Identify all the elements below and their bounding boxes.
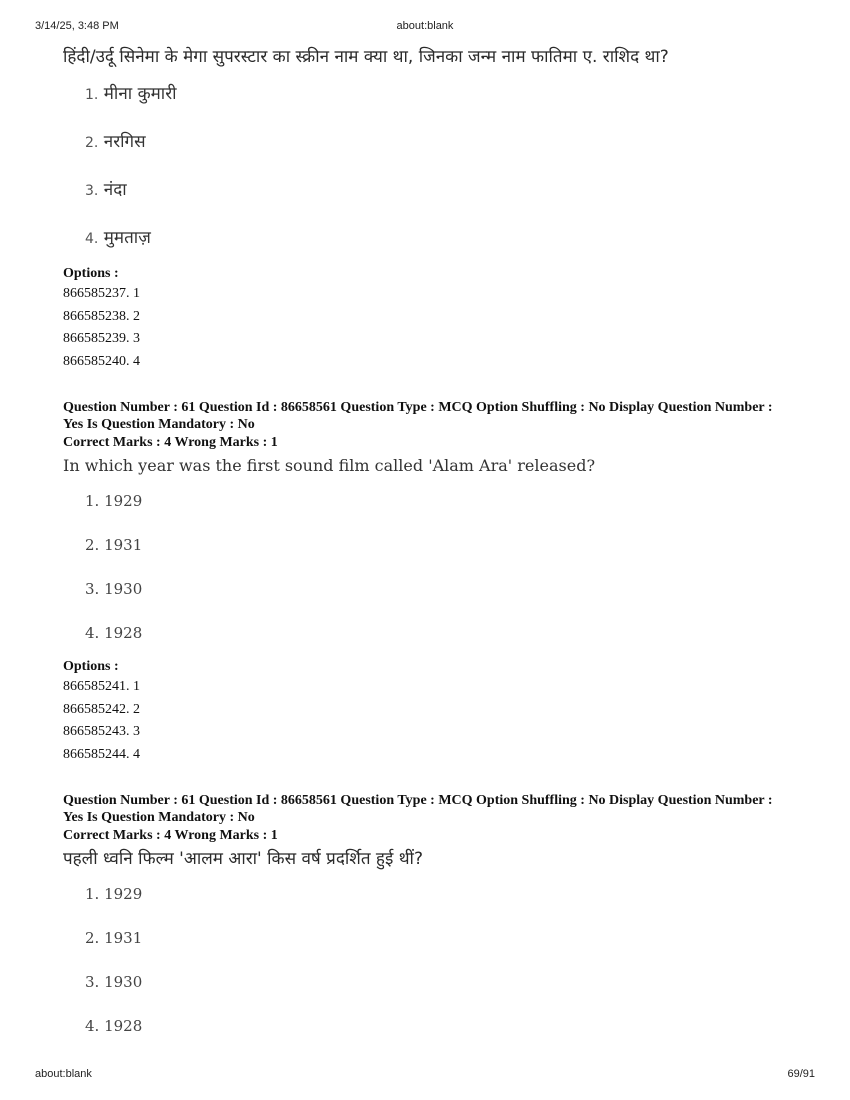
answer-option: 4. 1928 xyxy=(85,624,143,642)
question-block-2 xyxy=(63,399,823,766)
answer-option: 1. 1929 xyxy=(85,492,143,510)
document-content xyxy=(63,44,823,1048)
option-id: 866585244. 4 xyxy=(63,746,140,762)
answer-option: 1. मीना कुमारी xyxy=(85,84,177,104)
print-url: about:blank xyxy=(35,1068,92,1080)
print-title: about:blank xyxy=(396,20,454,32)
option-id: 866585240. 4 xyxy=(63,353,140,369)
answer-option: 3. 1930 xyxy=(85,973,143,991)
answer-option: 2. 1931 xyxy=(85,929,143,947)
answer-option: 3. नंदा xyxy=(85,180,127,200)
question-marks: Correct Marks : 4 Wrong Marks : 1 xyxy=(63,435,278,450)
page-number: 69/91 xyxy=(787,1068,815,1080)
option-id: 866585237. 1 xyxy=(63,286,140,301)
option-id: 866585239. 3 xyxy=(63,331,140,346)
question-text: In which year was the first sound film called 'Alam Ara' released? xyxy=(63,456,596,475)
question-marks: Correct Marks : 4 Wrong Marks : 1 xyxy=(63,828,278,843)
answer-options xyxy=(63,872,823,1048)
options-label: Options : xyxy=(63,659,119,674)
answer-option: 3. 1930 xyxy=(85,580,143,598)
question-block-3 xyxy=(63,792,823,1048)
question-meta: Question Number : 61 Question Id : 86658561 Question Type : MCQ Option Shuffling : No Display Question Number : Yes Is Question Mandatory : No xyxy=(63,793,773,825)
question-text: पहली ध्वनि फिल्म 'आलम आरा' किस वर्ष प्रदर्शित हुई थीं? xyxy=(63,849,423,869)
question-text: हिंदी/उर्दू सिनेमा के मेगा सुपरस्टार का स्क्रीन नाम क्या था, जिनका जन्म नाम फातिमा ए. राशिद था? xyxy=(63,47,669,67)
option-id: 866585242. 2 xyxy=(63,701,140,717)
answer-option: 1. 1929 xyxy=(85,885,143,903)
answer-option: 4. 1928 xyxy=(85,1017,143,1035)
answer-options xyxy=(63,70,823,262)
answer-options xyxy=(63,479,823,655)
question-meta: Question Number : 61 Question Id : 86658561 Question Type : MCQ Option Shuffling : No Display Question Number : Yes Is Question Mandatory : No xyxy=(63,400,773,432)
options-label: Options : xyxy=(63,266,119,281)
answer-option: 2. 1931 xyxy=(85,536,143,554)
answer-option: 4. मुमताज़ xyxy=(85,228,151,248)
option-id: 866585241. 1 xyxy=(63,679,140,694)
print-datetime: 3/14/25, 3:48 PM xyxy=(35,20,119,32)
option-id: 866585243. 3 xyxy=(63,724,140,739)
question-block-1 xyxy=(63,44,823,373)
option-id: 866585238. 2 xyxy=(63,308,140,324)
answer-option: 2. नरगिस xyxy=(85,132,146,152)
